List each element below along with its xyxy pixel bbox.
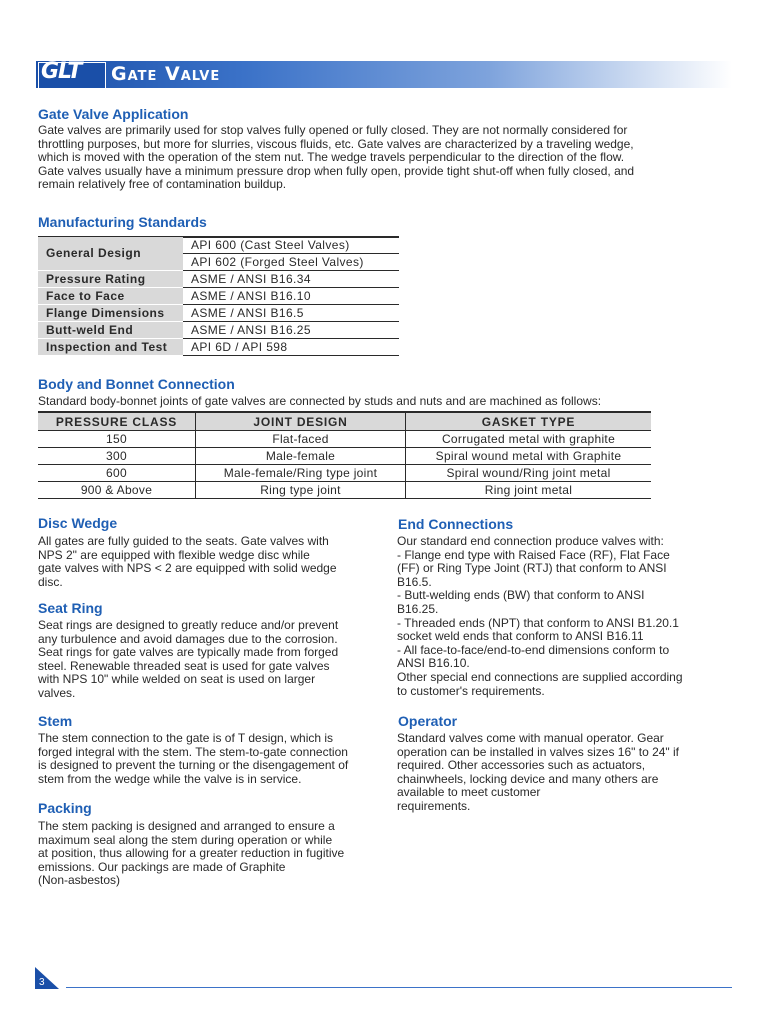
table-row <box>38 322 399 339</box>
column-header: GASKET TYPE <box>406 412 652 431</box>
page-number: 3 <box>39 977 45 988</box>
table-cell-label: Butt-weld End <box>38 322 183 339</box>
seat-ring-heading: Seat Ring <box>38 600 103 616</box>
table-cell-label: Flange Dimensions <box>38 305 183 322</box>
table-cell-label: Face to Face <box>38 288 183 305</box>
stem-text: The stem connection to the gate is of T design, which is forged integral with the stem. The stem-to-gate connection is designed to prevent the turning or the disengagement of stem from the wedge while the valve is in service. <box>38 731 349 786</box>
column-header: PRESSURE CLASS <box>38 412 196 431</box>
standards-table <box>38 237 399 356</box>
table-cell: Flat-faced <box>196 431 406 448</box>
packing-heading: Packing <box>38 800 92 816</box>
table-cell: Corrugated metal with graphite <box>406 431 652 448</box>
body-bonnet-table <box>38 411 651 499</box>
table-cell: 150 <box>38 431 196 448</box>
standards-heading: Manufacturing Standards <box>38 214 207 230</box>
table-cell-value: ASME / ANSI B16.34 <box>183 271 399 288</box>
table-cell-value: ASME / ANSI B16.10 <box>183 288 399 305</box>
table-row <box>38 288 399 305</box>
table-cell-value: ASME / ANSI B16.25 <box>183 322 399 339</box>
table-cell: Spiral wound/Ring joint metal <box>406 465 652 482</box>
table-row <box>38 305 399 322</box>
operator-text: Standard valves come with manual operator. Gear operation can be installed in valves sizes 16" to 24" if required. Other accessories such as actuators, chainwheels, locking device and many others are available to meet customer requirements. <box>397 731 680 813</box>
table-row <box>38 482 651 499</box>
disc-wedge-heading: Disc Wedge <box>38 515 118 531</box>
table-header-row <box>38 412 651 431</box>
table-row <box>38 271 399 288</box>
brand-logo: GLT <box>41 59 82 84</box>
table-cell: 300 <box>38 448 196 465</box>
table-cell-label: Inspection and Test <box>38 339 183 356</box>
table-row <box>38 237 399 254</box>
table-cell: 600 <box>38 465 196 482</box>
body-bonnet-heading: Body and Bonnet Connection <box>38 376 235 392</box>
operator-heading: Operator <box>398 713 458 729</box>
table-cell: Male-female/Ring type joint <box>196 465 406 482</box>
end-connections-text: Our standard end connection produce valves with: - Flange end type with Raised Face (RF), Flat Face (FF) or Ring Type Joint (RTJ) that conform to ANSI B16.5. - Butt-welding ends (BW) that conform to ANSI B16.25. - Threaded ends (NPT) that conform to ANSI B1.20.1 socket weld ends that conform to ANSI B16.11 - All face-to-face/end-to-end dimensions conform to ANSI B16.10. Other special end connections are supplied according to customer's requirements. <box>397 534 683 698</box>
table-row <box>38 431 651 448</box>
table-cell: 900 & Above <box>38 482 196 499</box>
body-bonnet-intro: Standard body-bonnet joints of gate valves are connected by studs and nuts and are machined as follows: <box>38 394 602 408</box>
stem-heading: Stem <box>38 713 73 729</box>
footer-rule <box>66 987 732 988</box>
table-cell-value: API 600 (Cast Steel Valves) <box>183 237 399 254</box>
application-text: Gate valves are primarily used for stop valves fully opened or fully closed. They are not normally considered for throttling purposes, but more for slurries, viscous fluids, etc. Gate valves are characterized by a traveling wedge, which is moved with the operation of the stem nut. The wedge travels perpendicular to the direction of the flow. Gate valves usually have a minimum pressure drop when fully open, provide tight shut-off when fully closed, and remain relatively free of contamination buildup. <box>38 123 635 192</box>
application-heading: Gate Valve Application <box>38 106 189 122</box>
table-cell: Ring joint metal <box>406 482 652 499</box>
table-cell: Ring type joint <box>196 482 406 499</box>
table-cell-label: General Design <box>38 237 183 271</box>
table-cell: Spiral wound metal with Graphite <box>406 448 652 465</box>
table-cell-value: API 602 (Forged Steel Valves) <box>183 254 399 271</box>
table-cell-label: Pressure Rating <box>38 271 183 288</box>
table-cell-value: API 6D / API 598 <box>183 339 399 356</box>
table-row <box>38 465 651 482</box>
disc-wedge-text: All gates are fully guided to the seats. Gate valves with NPS 2" are equipped with flexible wedge disc while gate valves with NPS < 2 are equipped with solid wedge disc. <box>38 534 337 589</box>
table-row <box>38 339 399 356</box>
table-row <box>38 448 651 465</box>
end-connections-heading: End Connections <box>398 516 514 532</box>
page-title: Gate Valve <box>111 63 221 85</box>
packing-text: The stem packing is designed and arranged to ensure a maximum seal along the stem during operation or while at position, thus allowing for a greater reduction in fugitive emissions. Our packings are made of Graphite (Non-asbestos) <box>38 819 345 888</box>
column-header: JOINT DESIGN <box>196 412 406 431</box>
table-cell-value: ASME / ANSI B16.5 <box>183 305 399 322</box>
seat-ring-text: Seat rings are designed to greatly reduce and/or prevent any turbulence and avoid damages due to the corrosion. Seat rings for gate valves are typically made from forged steel. Renewable threaded seat is used for gate valves with NPS 10" while welded on seat is used on larger valves. <box>38 618 339 700</box>
table-cell: Male-female <box>196 448 406 465</box>
